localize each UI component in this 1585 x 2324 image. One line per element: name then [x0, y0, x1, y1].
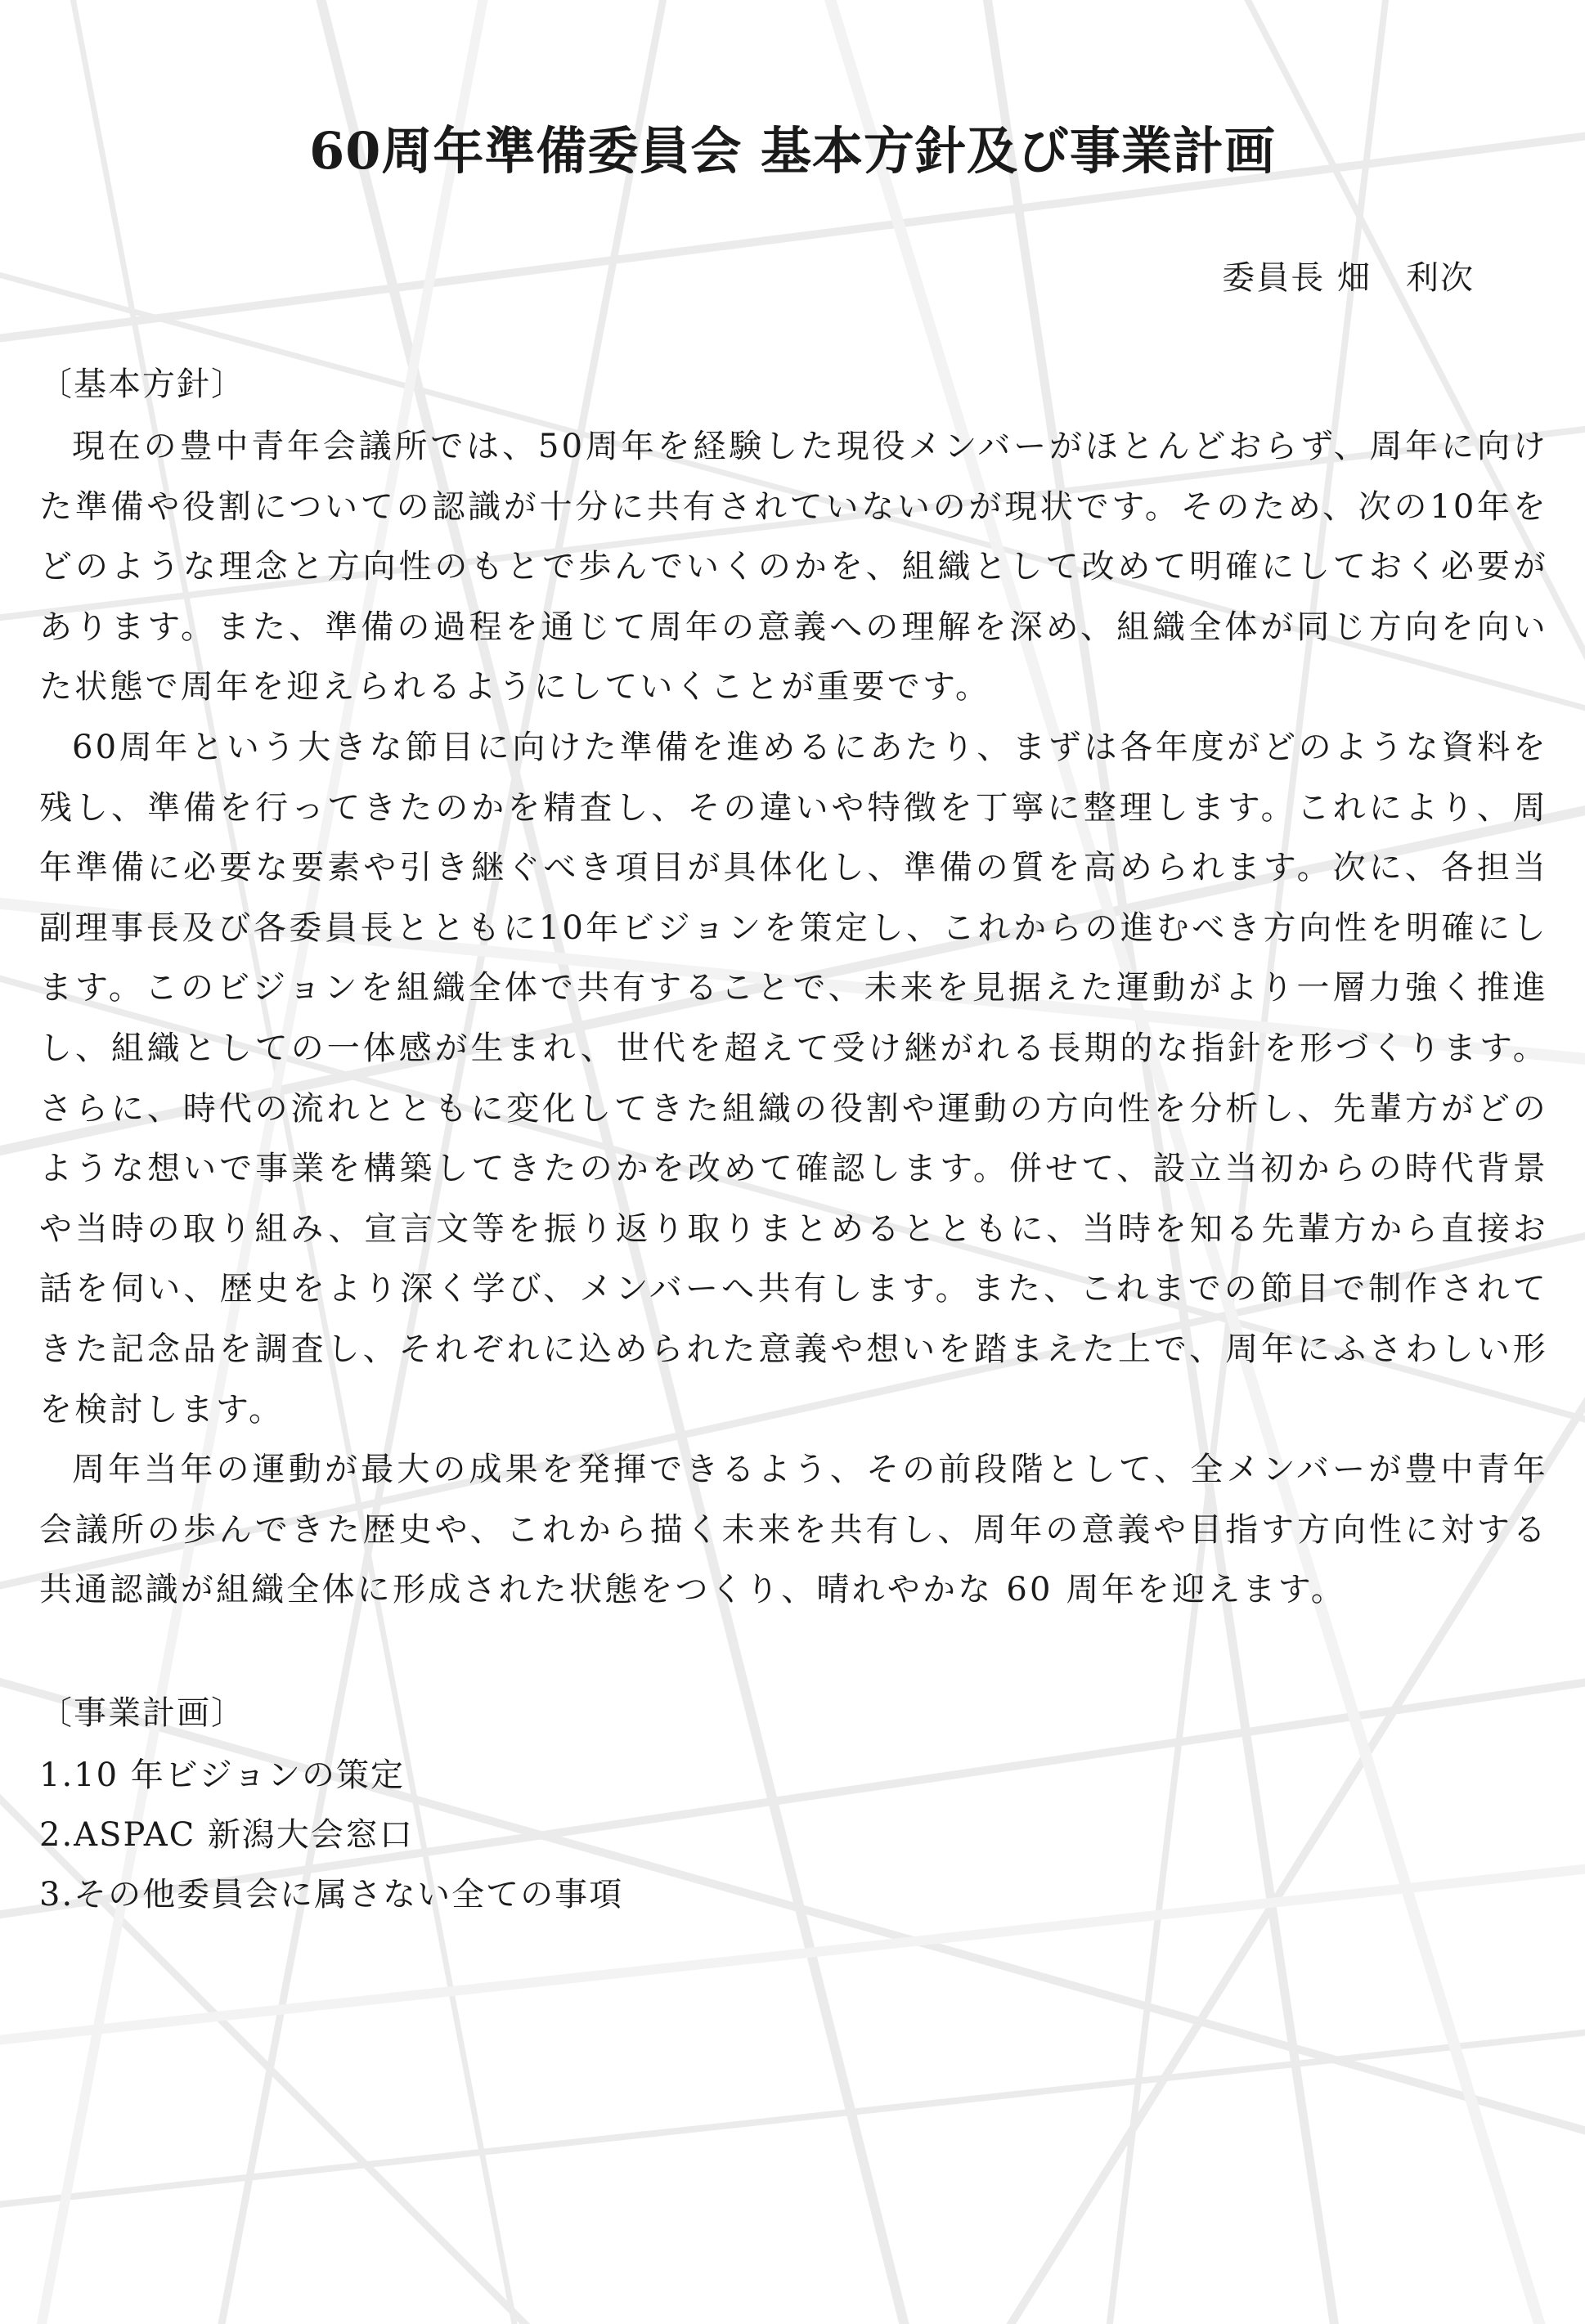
policy-paragraph: 現在の豊中青年会議所では、50周年を経験した現役メンバーがほとんどおらず、周年に向けた準備や役割についての認識が十分に共有されていないのが現状です。そのため、次の10年をどのような理念と方向性のもとで歩んでいくのかを、組織として改めて明確にしておく必要があります。また、準備の過程を通じて周年の意義への理解を深め、組織全体が同じ方向を向いた状態で周年を迎えられるようにしていくことが重要です。: [39, 428, 1548, 707]
plan-item: 1.10 年ビジョンの策定: [39, 1756, 405, 1794]
plan-item: 2.ASPAC 新潟大会窓口: [39, 1816, 414, 1854]
plan-item: 3.その他委員会に属さない全ての事項: [39, 1876, 624, 1913]
policy-paragraph: 周年当年の運動が最大の成果を発揮できるよう、その前段階として、全メンバーが豊中青年会議所の歩んできた歴史や、これから描く未来を共有し、周年の意義や目指す方向性に対する共通認識が組織全体に形成された状態をつくり、晴れやかな 60 周年を迎えます。: [39, 1451, 1548, 1609]
author-line: 委員長 畑 利次: [1222, 259, 1475, 297]
page-title: 60周年準備委員会 基本方針及び事業計画: [309, 121, 1276, 181]
policy-paragraph: 60周年という大きな節目に向けた準備を進めるにあたり、まずは各年度がどのような資料を残し、準備を行ってきたのかを精査し、その違いや特徴を丁寧に整理します。これにより、周年準備に必要な要素や引き継ぐべき項目が具体化し、準備の質を高められます。次に、各担当副理事長及び各委員長とともに10年ビジョンを策定し、これからの進むべき方向性を明確にします。このビジョンを組織全体で共有することで、未来を見据えた運動がより一層力強く推進し、組織としての一体感が生まれ、世代を超えて受け継がれる長期的な指針を形づくります。さらに、時代の流れとともに変化してきた組織の役割や運動の方向性を分析し、先輩方がどのような想いで事業を構築してきたのかを改めて確認します。併せて、設立当初からの時代背景や当時の取り組み、宣言文等を振り返り取りまとめるとともに、当時を知る先輩方から直接お話を伺い、歴史をより深く学び、メンバーへ共有します。また、これまでの節目で制作されてきた記念品を調査し、それぞれに込められた意義や想いを踏まえた上で、周年にふさわしい形を検討します。: [39, 728, 1549, 1429]
policy-body: [39, 417, 1548, 1621]
plan-section-heading: 〔事業計画〕: [39, 1694, 245, 1732]
policy-section-heading: 〔基本方針〕: [39, 366, 245, 403]
plan-list: [39, 1746, 623, 1925]
